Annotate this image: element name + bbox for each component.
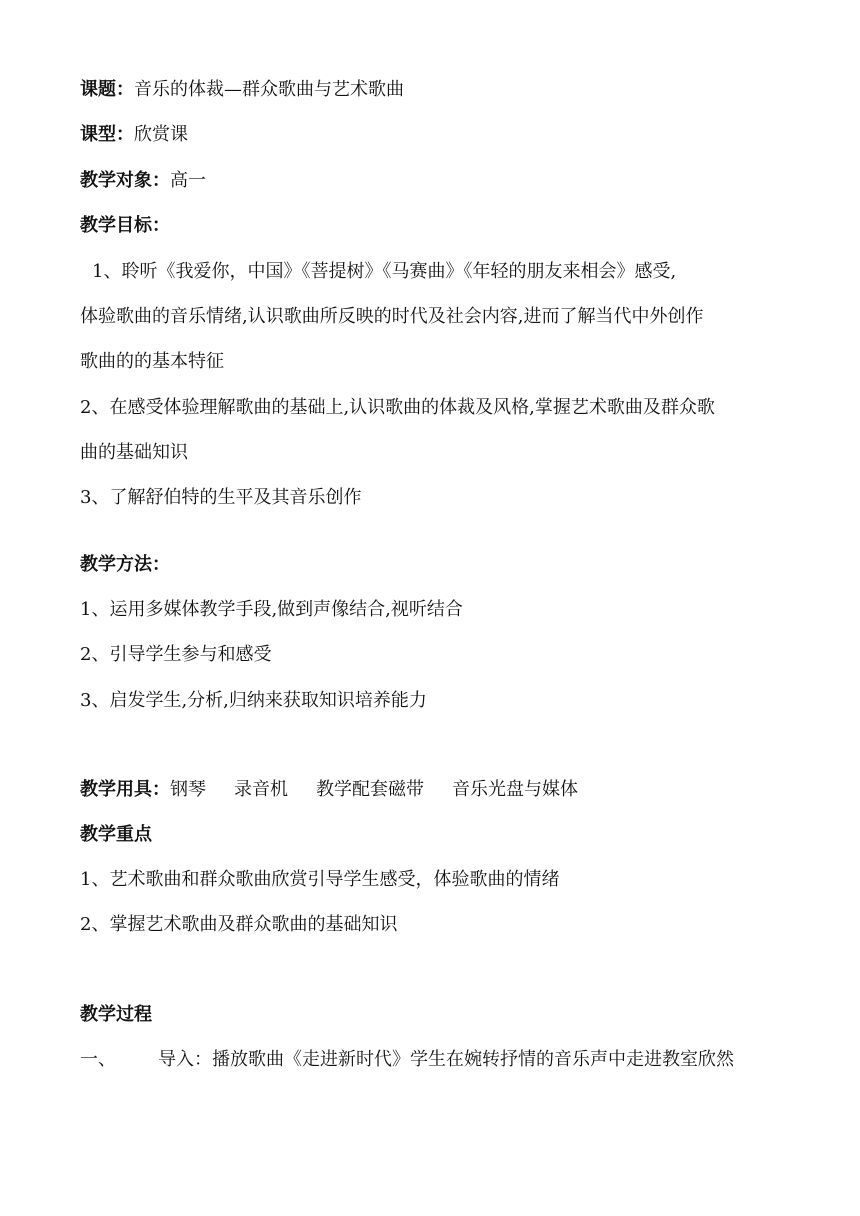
tool-item-3: 教学配套磁带 — [316, 779, 424, 800]
method-item-2: 2、引导学生参与和感受 — [80, 644, 272, 665]
audience-value: 高一 — [170, 170, 206, 191]
keypoint-item-2: 2、掌握艺术歌曲及群众歌曲的基础知识 — [80, 914, 398, 935]
objectives-heading: 教学目标： — [80, 215, 170, 236]
objective-1-line-2: 体验歌曲的音乐情绪,认识歌曲所反映的时代及社会内容,进而了解当代中外创作 — [80, 306, 704, 327]
audience-label: 教学对象： — [80, 170, 170, 191]
keypoint-item-1: 1、艺术歌曲和群众歌曲欣赏引导学生感受，体验歌曲的情绪 — [80, 869, 560, 890]
objective-3: 3、了解舒伯特的生平及其音乐创作 — [80, 487, 362, 508]
keypoints-heading: 教学重点 — [80, 824, 152, 845]
topic-value: 音乐的体裁—群众歌曲与艺术歌曲 — [134, 79, 404, 100]
process-heading: 教学过程 — [80, 1004, 152, 1025]
objective-1-line-3: 歌曲的的基本特征 — [80, 351, 224, 372]
type-value: 欣赏课 — [134, 124, 188, 145]
audience-line — [80, 168, 780, 194]
methods-heading: 教学方法： — [80, 554, 170, 575]
process-step-1-text: 导入：播放歌曲《走进新时代》学生在婉转抒情的音乐声中走进教室欣然 — [158, 1049, 734, 1070]
objective-2-line-1: 2、在感受体验理解歌曲的基础上,认识歌曲的体裁及风格,掌握艺术歌曲及群众歌 — [80, 397, 715, 418]
topic-line — [80, 77, 780, 103]
process-step-1 — [80, 1047, 780, 1073]
tools-line — [80, 777, 780, 803]
objective-2-line-2: 曲的基础知识 — [80, 442, 188, 463]
method-item-3: 3、启发学生,分析,归纳来获取知识培养能力 — [80, 690, 427, 711]
tool-item-4: 音乐光盘与媒体 — [452, 779, 578, 800]
tool-item-1: 钢琴 — [170, 779, 206, 800]
tools-label: 教学用具： — [80, 779, 170, 800]
type-line — [80, 122, 780, 148]
type-label: 课型： — [80, 124, 134, 145]
objective-1-line-1: 1、聆听《我爱你，中国》《菩提树》《马赛曲》《年轻的朋友来相会》感受, — [92, 261, 677, 282]
method-item-1: 1、运用多媒体教学手段,做到声像结合,视听结合 — [80, 599, 463, 620]
tool-item-2: 录音机 — [234, 779, 288, 800]
topic-label: 课题： — [80, 79, 134, 100]
process-step-1-number: 一、 — [80, 1049, 116, 1070]
